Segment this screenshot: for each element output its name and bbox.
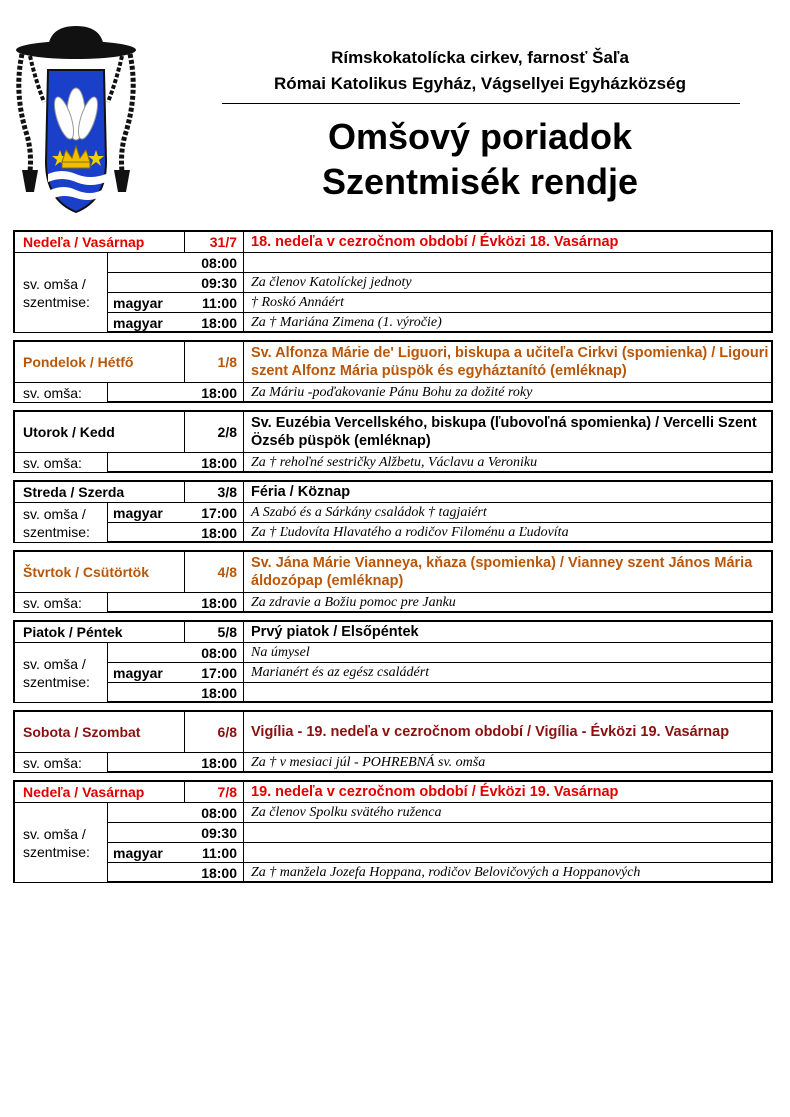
day-name: Nedeľa / Vasárnap bbox=[23, 234, 145, 250]
mass-row bbox=[107, 682, 771, 703]
day-name: Sobota / Szombat bbox=[23, 724, 141, 740]
mass-intention: Marianért és az egész családért bbox=[243, 663, 771, 683]
label-divider bbox=[107, 642, 108, 701]
day-name: Utorok / Kedd bbox=[23, 424, 115, 440]
mass-row bbox=[107, 522, 771, 543]
mass-language: magyar bbox=[107, 663, 184, 683]
mass-row bbox=[107, 272, 771, 293]
mass-language bbox=[107, 683, 184, 703]
feast-name: Vigília - 19. nedeľa v cezročnom období / Vigília - Évközi 19. Vasárnap bbox=[243, 712, 771, 752]
mass-time: 08:00 bbox=[201, 645, 237, 661]
day-block bbox=[13, 550, 773, 613]
mass-row bbox=[107, 822, 771, 843]
parish-name-hungarian: Római Katolikus Egyház, Vágsellyei Egyházközség bbox=[274, 74, 686, 93]
day-header-row bbox=[15, 412, 771, 452]
day-name: Piatok / Péntek bbox=[23, 624, 123, 640]
mass-row bbox=[15, 592, 771, 613]
day-name: Štvrtok / Csütörtök bbox=[23, 564, 150, 580]
day-name: Pondelok / Hétfő bbox=[23, 354, 134, 370]
mass-language bbox=[107, 273, 184, 293]
mass-time: 18:00 bbox=[201, 865, 237, 881]
mass-row bbox=[15, 502, 771, 523]
day-block bbox=[13, 780, 773, 883]
mass-type-label: sv. omša: bbox=[15, 753, 107, 772]
mass-time: 09:30 bbox=[201, 825, 237, 841]
day-block bbox=[13, 480, 773, 543]
mass-time: 08:00 bbox=[201, 805, 237, 821]
title-hungarian: Szentmisék rendje bbox=[321, 161, 639, 202]
mass-language bbox=[107, 803, 184, 823]
mass-type-label: sv. omša / szentmise: bbox=[15, 643, 107, 702]
header-divider bbox=[222, 103, 740, 104]
mass-language: magyar bbox=[107, 843, 184, 863]
mass-row bbox=[15, 642, 771, 663]
mass-row bbox=[107, 862, 771, 883]
mass-intention: Za Máriu -poďakovanie Pánu Bohu za dožité roky bbox=[243, 383, 771, 403]
day-header-row bbox=[15, 482, 771, 502]
feast-name: Sv. Alfonza Márie de' Liguori, biskupa a učiteľa Cirkvi (spomienka) / Ligouri szent Alfonz Mária püspök és egyháztanító (emléknap) bbox=[243, 342, 771, 382]
label-divider bbox=[107, 752, 108, 771]
mass-type-label: sv. omša / szentmise: bbox=[15, 803, 107, 882]
feast-name: Prvý piatok / Elsőpéntek bbox=[243, 622, 771, 642]
mass-row bbox=[107, 292, 771, 313]
mass-type-label: sv. omša: bbox=[15, 453, 107, 472]
mass-language bbox=[107, 593, 184, 613]
mass-language: magyar bbox=[107, 293, 184, 313]
mass-intention bbox=[243, 683, 771, 703]
mass-language: magyar bbox=[107, 503, 184, 523]
mass-language bbox=[107, 253, 184, 273]
feast-name: Sv. Jána Márie Vianneya, kňaza (spomienka) / Vianney szent János Mária áldozópap (emléknap) bbox=[243, 552, 771, 592]
mass-time: 08:00 bbox=[201, 255, 237, 271]
label-divider bbox=[107, 452, 108, 471]
mass-time: 18:00 bbox=[201, 685, 237, 701]
mass-row bbox=[15, 752, 771, 773]
label-divider bbox=[107, 252, 108, 331]
day-block bbox=[13, 710, 773, 773]
mass-intention: Za † Ľudovíta Hlavatého a rodičov Filoménu a Ľudovíta bbox=[243, 523, 771, 543]
mass-time: 18:00 bbox=[201, 755, 237, 771]
mass-intention: Za † rehoľné sestričky Alžbetu, Václavu a Veroniku bbox=[243, 453, 771, 473]
mass-type-label: sv. omša / szentmise: bbox=[15, 253, 107, 332]
mass-row bbox=[15, 802, 771, 823]
label-divider bbox=[107, 802, 108, 881]
day-date: 3/8 bbox=[184, 482, 243, 502]
mass-language bbox=[107, 453, 184, 473]
mass-language bbox=[107, 753, 184, 773]
mass-intention bbox=[243, 843, 771, 863]
day-header-row bbox=[15, 782, 771, 802]
day-block bbox=[13, 410, 773, 473]
mass-language bbox=[107, 823, 184, 843]
mass-time: 17:00 bbox=[201, 665, 237, 681]
mass-intention: Za členov Katolíckej jednoty bbox=[243, 273, 771, 293]
mass-row bbox=[107, 312, 771, 333]
day-header-row bbox=[15, 232, 771, 252]
mass-time: 09:30 bbox=[201, 275, 237, 291]
mass-time: 11:00 bbox=[201, 295, 237, 311]
day-date: 4/8 bbox=[184, 552, 243, 592]
mass-intention: Za † Mariána Zimena (1. výročie) bbox=[243, 313, 771, 333]
parish-name-slovak: Rímskokatolícka cirkev, farnosť Šaľa bbox=[331, 48, 629, 67]
day-date: 1/8 bbox=[184, 342, 243, 382]
mass-intention bbox=[243, 253, 771, 273]
label-divider bbox=[107, 592, 108, 611]
mass-time: 18:00 bbox=[201, 315, 237, 331]
mass-intention: † Roskó Annáért bbox=[243, 293, 771, 313]
feast-name: Féria / Köznap bbox=[243, 482, 771, 502]
day-header-row bbox=[15, 712, 771, 752]
mass-time: 18:00 bbox=[201, 595, 237, 611]
day-name: Nedeľa / Vasárnap bbox=[23, 784, 145, 800]
mass-language bbox=[107, 523, 184, 543]
mass-row bbox=[15, 452, 771, 473]
day-date: 7/8 bbox=[184, 782, 243, 802]
day-block bbox=[13, 340, 773, 403]
feast-name: Sv. Euzébia Vercellského, biskupa (ľubovoľná spomienka) / Vercelli Szent Özséb püspök (emléknap) bbox=[243, 412, 771, 452]
day-header-row bbox=[15, 552, 771, 592]
day-block bbox=[13, 620, 773, 703]
mass-intention: Za zdravie a Božiu pomoc pre Janku bbox=[243, 593, 771, 613]
mass-time: 17:00 bbox=[201, 505, 237, 521]
mass-row bbox=[107, 842, 771, 863]
mass-time: 11:00 bbox=[201, 845, 237, 861]
mass-intention: Za † manžela Jozefa Hoppana, rodičov Belovičových a Hoppanových bbox=[243, 863, 771, 883]
label-divider bbox=[107, 382, 108, 401]
mass-language bbox=[107, 863, 184, 883]
day-date: 6/8 bbox=[184, 712, 243, 752]
mass-row bbox=[15, 382, 771, 403]
day-name: Streda / Szerda bbox=[23, 484, 125, 500]
label-divider bbox=[107, 502, 108, 541]
day-header-row bbox=[15, 622, 771, 642]
mass-time: 18:00 bbox=[201, 525, 237, 541]
day-date: 5/8 bbox=[184, 622, 243, 642]
title-slovak: Omšový poriadok bbox=[327, 116, 633, 157]
mass-intention: Za † v mesiaci júl - POHREBNÁ sv. omša bbox=[243, 753, 771, 773]
mass-row bbox=[107, 662, 771, 683]
mass-intention bbox=[243, 823, 771, 843]
mass-intention: A Szabó és a Sárkány családok † tagjaiért bbox=[243, 503, 771, 523]
feast-name: 18. nedeľa v cezročnom období / Évközi 18. Vasárnap bbox=[243, 232, 771, 252]
mass-type-label: sv. omša: bbox=[15, 383, 107, 402]
mass-time: 18:00 bbox=[201, 385, 237, 401]
day-date: 31/7 bbox=[184, 232, 243, 252]
day-header-row bbox=[15, 342, 771, 382]
mass-intention: Za členov Spolku svätého ruženca bbox=[243, 803, 771, 823]
day-block bbox=[13, 230, 773, 333]
mass-type-label: sv. omša: bbox=[15, 593, 107, 612]
mass-language bbox=[107, 383, 184, 403]
mass-time: 18:00 bbox=[201, 455, 237, 471]
mass-type-label: sv. omša / szentmise: bbox=[15, 503, 107, 542]
feast-name: 19. nedeľa v cezročnom období / Évközi 19. Vasárnap bbox=[243, 782, 771, 802]
mass-language bbox=[107, 643, 184, 663]
mass-row bbox=[15, 252, 771, 273]
parish-coat-of-arms bbox=[10, 22, 142, 222]
mass-language: magyar bbox=[107, 313, 184, 333]
mass-intention: Na úmysel bbox=[243, 643, 771, 663]
day-date: 2/8 bbox=[184, 412, 243, 452]
